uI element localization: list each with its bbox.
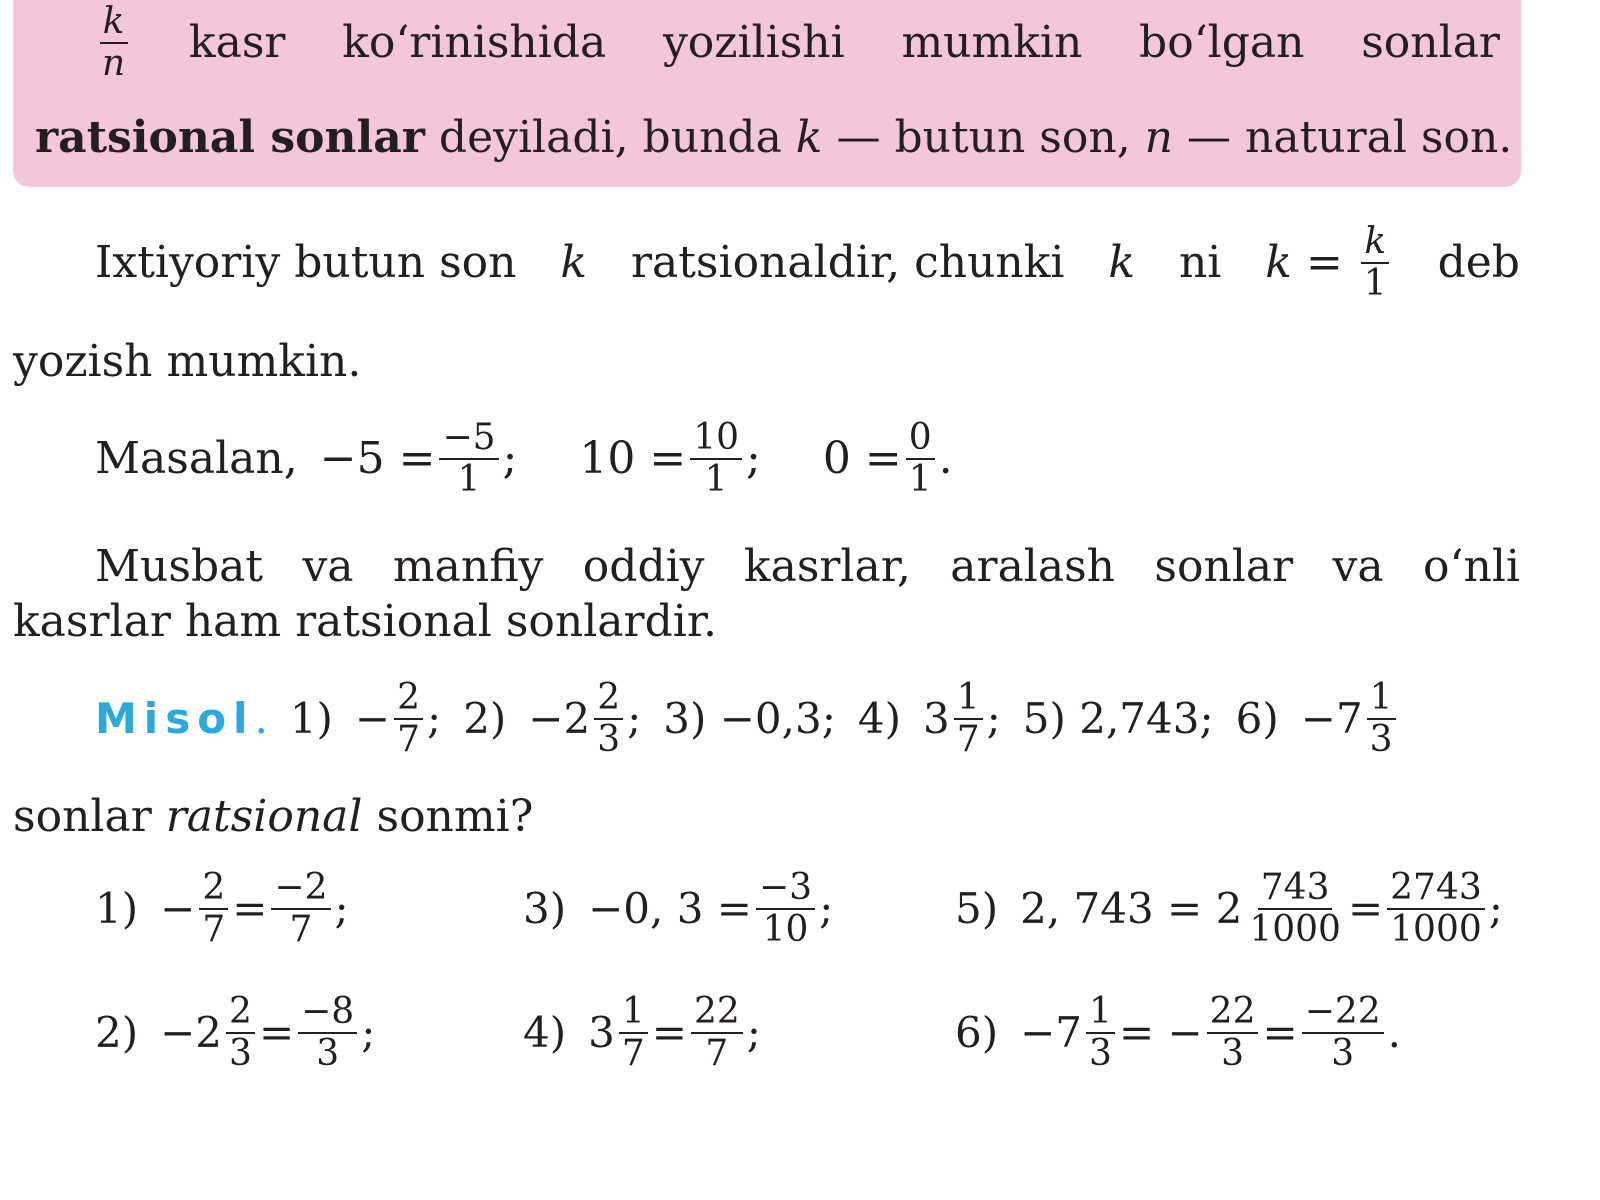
frac-num: 1 — [619, 992, 648, 1034]
para3-word-8: va — [1332, 541, 1384, 592]
sol4-fraction-1 — [619, 992, 648, 1074]
question-b: ratsional — [165, 791, 363, 842]
frac-num: −3 — [756, 868, 815, 910]
para1-eq: = — [1291, 237, 1357, 288]
para3-word-3: manfiy — [392, 541, 544, 592]
definition-text: deyiladi, bunda — [438, 112, 782, 163]
frac-den: 7 — [202, 909, 226, 950]
misol-item1-label: 1) — [289, 694, 333, 743]
ex3-end: . — [938, 433, 953, 484]
misol-item6-fraction — [1367, 678, 1396, 760]
sol3-end: ; — [819, 884, 834, 933]
solution-1 — [95, 868, 349, 950]
para3-line-1 — [95, 541, 1520, 592]
sol1-fraction-2 — [271, 868, 330, 950]
definition-line-2 — [35, 112, 1513, 163]
frac-num: −5 — [439, 418, 498, 460]
frac-den: 1000 — [1390, 909, 1482, 950]
frac-num: −2 — [271, 868, 330, 910]
para1-text-d: deb — [1437, 237, 1520, 288]
def-word-6: sonlar — [1361, 17, 1500, 68]
frac-den: 1 — [457, 459, 481, 500]
frac-den: 3 — [1089, 1033, 1112, 1074]
sol6-label: 6) — [955, 1008, 999, 1057]
question-a: sonlar — [13, 791, 152, 842]
sol2-eq: = — [258, 1008, 295, 1057]
para1-formula — [1265, 222, 1393, 304]
def-word-5: bo‘lgan — [1139, 17, 1305, 68]
def-word-1: kasr — [188, 17, 286, 68]
sol5-eq: = — [1347, 884, 1384, 933]
frac-num: −22 — [1302, 992, 1384, 1034]
para3-word-4: oddiy — [582, 541, 705, 592]
misol-item1-sign: − — [354, 694, 391, 743]
misol-item4-fraction — [954, 678, 983, 760]
misol-item5: 5) 2,743; — [1022, 694, 1214, 743]
para1-line-2: yozish mumkin. — [13, 336, 362, 387]
ex2-sep: ; — [746, 433, 761, 484]
solution-2 — [95, 992, 375, 1074]
solution-4 — [523, 992, 761, 1074]
sol6-whole: −7 — [1020, 1008, 1083, 1057]
frac-den: 7 — [397, 719, 421, 760]
solution-3 — [523, 868, 833, 950]
sol4-label: 4) — [523, 1008, 567, 1057]
para1-line-1 — [95, 222, 1520, 304]
para1-text-b: ratsionaldir, chunki — [630, 237, 1065, 288]
frac-num: 1 — [1086, 992, 1115, 1034]
para2-examples — [95, 418, 953, 500]
sol3-lhs: −0, 3 = — [588, 884, 752, 933]
sol4-fraction-2 — [691, 992, 743, 1074]
k-over-1-fraction — [1361, 222, 1390, 304]
ex2-lhs: 10 = — [579, 433, 687, 484]
para1-k3: k — [1265, 237, 1292, 288]
para3-word-9: o‘nli — [1423, 541, 1520, 592]
frac-den: 3 — [229, 1033, 252, 1074]
sol4-whole: 3 — [588, 1008, 615, 1057]
def-word-4: mumkin — [901, 17, 1083, 68]
misol-item6-label: 6) — [1235, 694, 1279, 743]
misol-item3: 3) −0,3; — [663, 694, 836, 743]
k-variable: k — [795, 112, 823, 163]
sol4-end: ; — [746, 1008, 761, 1057]
frac-den: 10 — [762, 909, 809, 950]
frac-den: 3 — [597, 719, 621, 760]
question-c: sonmi? — [376, 791, 534, 842]
frac-den: n — [102, 43, 126, 84]
frac-num: 22 — [1207, 992, 1259, 1034]
para1-text-c: ni — [1178, 237, 1222, 288]
sol6-eq1: = − — [1118, 1008, 1203, 1057]
sol2-fraction-1 — [226, 992, 255, 1074]
sol6-end: . — [1387, 1008, 1402, 1057]
frac-den: 7 — [621, 1033, 645, 1074]
frac-den: 7 — [289, 909, 313, 950]
frac-den: 7 — [956, 719, 980, 760]
frac-num: 0 — [906, 418, 935, 460]
frac-num: 22 — [691, 992, 743, 1034]
para3-word-5: kasrlar, — [743, 541, 911, 592]
sol1-end: ; — [334, 884, 349, 933]
ex3-fraction — [906, 418, 935, 500]
n-variable: n — [1144, 112, 1174, 163]
frac-den: 3 — [1369, 719, 1393, 760]
definition-term: ratsional sonlar — [35, 112, 425, 163]
frac-num: 2 — [226, 992, 255, 1034]
sol5-fraction-1 — [1246, 868, 1344, 950]
def-word-2: ko‘rinishida — [342, 17, 607, 68]
sol2-fraction-2 — [298, 992, 357, 1074]
misol-item4-label: 4) — [857, 694, 901, 743]
sol2-label: 2) — [95, 1008, 139, 1057]
definition-line-1 — [95, 2, 1500, 84]
para3-word-7: sonlar — [1154, 541, 1294, 592]
misol-line: Misol . 1) − $\frac{2}{7}$ ; 2) −2 $\frac{2}{3}$ ; 3) −0,3; 4) 3 $\frac{1}{7}$ ; 5) 2,743; 6) −7 $\frac{1}{3}$ — [95, 678, 1400, 760]
frac-num: 2743 — [1387, 868, 1485, 910]
frac-num: 1 — [1367, 678, 1396, 720]
frac-den: 3 — [1221, 1033, 1245, 1074]
masalan-label: Masalan, — [95, 433, 298, 484]
frac-num: 743 — [1258, 868, 1333, 910]
misol-item2-whole: −2 — [528, 694, 591, 743]
misol-item2-label: 2) — [463, 694, 507, 743]
frac-den: 3 — [1331, 1033, 1355, 1074]
para1-k1: k — [560, 237, 588, 288]
misol-item2-fraction — [594, 678, 623, 760]
sol2-end: ; — [361, 1008, 376, 1057]
frac-den: 1 — [1363, 263, 1387, 304]
frac-den: 3 — [316, 1033, 340, 1074]
ex3-lhs: 0 = — [822, 433, 902, 484]
frac-num: k — [1361, 222, 1389, 264]
misol-item6-whole: −7 — [1300, 694, 1363, 743]
misol-question — [13, 791, 534, 842]
sol6-fraction-3 — [1302, 992, 1384, 1074]
sol5-fraction-2 — [1387, 868, 1485, 950]
misol-dot: . — [254, 694, 268, 743]
sol5-label: 5) — [955, 884, 999, 933]
sol4-eq: = — [651, 1008, 687, 1057]
k-over-n-fraction — [99, 2, 128, 84]
frac-den: 1000 — [1249, 909, 1341, 950]
k-description: — butun son, — [822, 112, 1145, 163]
sol5-end: ; — [1488, 884, 1503, 933]
frac-num: 10 — [690, 418, 742, 460]
frac-num: −8 — [298, 992, 357, 1034]
misol-label: Misol — [95, 694, 255, 743]
para1-text-a: Ixtiyoriy butun son — [95, 237, 517, 288]
sol1-sign: − — [160, 884, 196, 933]
solution-6 — [955, 992, 1401, 1074]
def-word-3: yozilishi — [662, 17, 845, 68]
frac-den: 7 — [705, 1033, 729, 1074]
frac-den: 1 — [704, 459, 728, 500]
para3-word-2: va — [302, 541, 354, 592]
para1-k2: k — [1108, 237, 1136, 288]
misol-item4-whole: 3 — [922, 694, 950, 743]
frac-num: k — [100, 2, 128, 44]
sol1-label: 1) — [95, 884, 139, 933]
ex1-fraction — [439, 418, 498, 500]
frac-num: 2 — [594, 678, 623, 720]
ex1-lhs: −5 = — [319, 433, 436, 484]
para3-word-1: Musbat — [95, 541, 264, 592]
frac-num: 2 — [394, 678, 423, 720]
sol3-fraction — [756, 868, 815, 950]
n-description: — natural son. — [1173, 112, 1513, 163]
solution-5 — [955, 868, 1503, 950]
ex1-sep: ; — [502, 433, 518, 484]
sol2-whole: −2 — [160, 1008, 223, 1057]
frac-num: 1 — [954, 678, 983, 720]
sol6-fraction-2 — [1207, 992, 1259, 1074]
para3-line-2: kasrlar ham ratsional sonlardir. — [13, 596, 717, 647]
sol1-eq: = — [232, 884, 268, 933]
frac-num: 2 — [199, 868, 228, 910]
ex2-fraction — [690, 418, 742, 500]
sol5-lhs: 2, 743 = 2 — [1020, 884, 1243, 933]
frac-den: 1 — [908, 459, 932, 500]
para3-word-6: aralash — [950, 541, 1116, 592]
sol1-fraction-1 — [199, 868, 228, 950]
sol6-eq2: = — [1262, 1008, 1298, 1057]
sol3-label: 3) — [523, 884, 567, 933]
sol6-fraction-1 — [1086, 992, 1115, 1074]
misol-item1-fraction — [394, 678, 423, 760]
